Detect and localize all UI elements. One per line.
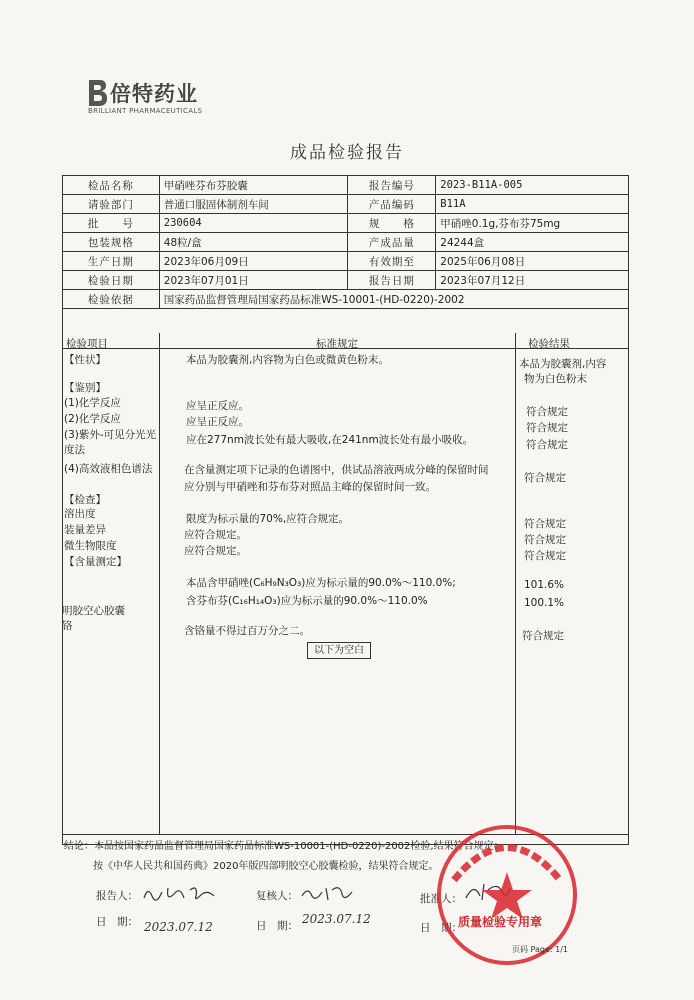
res-chem1: 符合规定	[526, 406, 568, 418]
std-chem1: 应呈正反应。	[186, 400, 249, 412]
test-date: 2023年07月01日	[159, 271, 348, 290]
res-chromium: 符合规定	[522, 630, 564, 642]
header-result: 检验结果	[528, 338, 570, 350]
res-uv: 符合规定	[526, 439, 568, 451]
qty-label: 产成品量	[348, 233, 436, 252]
dept: 普通口服固体制剂车间	[159, 195, 348, 214]
item-check: 【检查】	[64, 494, 106, 506]
item-identify: 【鉴别】	[64, 382, 106, 394]
item-uv-1: (3)紫外-可见分光光	[64, 429, 157, 441]
std-hplc-2: 应分别与甲硝唑和芬布芬对照品主峰的保留时间一致。	[184, 481, 436, 493]
res-assay-1: 101.6%	[524, 579, 565, 591]
company-name-cn: 倍特药业	[110, 82, 198, 106]
blank-note: 以下为空白	[307, 642, 371, 659]
reviewer-date: 2023.07.12	[302, 912, 371, 926]
std-uv: 应在277nm波长处有最大吸收,在241nm波长处有最小吸收。	[186, 434, 474, 446]
report-no-label: 报告编号	[348, 176, 436, 195]
item-column-divider	[159, 333, 160, 834]
spec-label: 规 格	[348, 214, 436, 233]
batch-label: 批 号	[63, 214, 160, 233]
bt-logo-icon	[86, 78, 108, 108]
std-hplc-1: 在含量测定项下记录的色谱图中，供试品溶液两成分峰的保留时间	[184, 464, 489, 476]
result-column-divider	[515, 333, 516, 834]
product-name-label: 检品名称	[63, 176, 160, 195]
spec: 甲硝唑0.1g,芬布芬75mg	[436, 214, 629, 233]
res-character-2: 物为白色粉末	[524, 373, 587, 385]
reviewer-date-label: 日 期：	[256, 920, 298, 932]
std-dissolution: 限度为标示量的70%,应符合规定。	[186, 513, 350, 525]
std-weight: 应符合规定。	[184, 529, 247, 541]
std-microbe: 应符合规定。	[184, 545, 247, 557]
code-label: 产品编码	[348, 195, 436, 214]
reporter-label: 报告人：	[96, 890, 138, 902]
reporter-date-label: 日 期：	[96, 916, 138, 928]
conclusion-label: 结论：本品按国家药品监督管理局国家药品标准WS-10001-(HD-0220)-2002检验,结果符合规定；	[64, 841, 504, 852]
conclusion-line-1: 本品按国家药品监督管理局国家药品标准WS-10001-(HD-0220)-2002检验,结果符合规定；	[94, 841, 504, 852]
item-capsule: 明胶空心胶囊	[62, 605, 125, 617]
item-microbe: 微生物限度	[64, 540, 117, 552]
std-chromium: 含铬量不得过百万分之二。	[184, 625, 310, 637]
header-item: 检验项目	[66, 338, 108, 350]
item-assay: 【含量测定】	[64, 556, 127, 568]
report-date-label: 报告日期	[348, 271, 436, 290]
res-assay-2: 100.1%	[524, 597, 565, 609]
dept-label: 请验部门	[63, 195, 160, 214]
qty: 24244盒	[436, 233, 629, 252]
package: 48粒/盒	[159, 233, 348, 252]
res-character-1: 本品为胶囊剂,内容	[519, 358, 607, 370]
std-assay-2: 含芬布芬(C₁₆H₁₄O₃)应为标示量的90.0%～110.0%	[186, 595, 428, 607]
report-border	[62, 175, 629, 845]
batch-no: 230604	[159, 214, 348, 233]
expiry-label: 有效期至	[348, 252, 436, 271]
approver-label: 批准人：	[420, 893, 462, 905]
approver-date-label: 日 期：	[420, 922, 462, 934]
item-uv-2: 度法	[64, 444, 85, 456]
res-hplc: 符合规定	[524, 472, 566, 484]
conclusion-line-2: 按《中华人民共和国药典》2020年版四部明胶空心胶囊检验，结果符合规定。	[93, 861, 439, 872]
item-dissolution: 溶出度	[64, 508, 96, 520]
prod-date-label: 生产日期	[63, 252, 160, 271]
package-label: 包装规格	[63, 233, 160, 252]
basis: 国家药品监督管理局国家药品标准WS-10001-(HD-0220)-2002	[159, 290, 628, 309]
std-character: 本品为胶囊剂,内容物为白色或微黄色粉末。	[186, 354, 389, 366]
item-chem2: (2)化学反应	[64, 413, 121, 425]
basis-label: 检验依据	[63, 290, 160, 309]
item-character: 【性状】	[64, 354, 106, 366]
item-weight: 装量差异	[64, 524, 106, 536]
res-dissolution: 符合规定	[524, 518, 566, 530]
page-number: 页码 Page: 1/1	[512, 945, 569, 954]
report-date: 2023年07月12日	[436, 271, 629, 290]
report-no: 2023-B11A-005	[436, 176, 629, 195]
reviewer-label: 复核人：	[256, 890, 298, 902]
res-chem2: 符合规定	[526, 422, 568, 434]
res-weight: 符合规定	[524, 534, 566, 546]
expiry-date: 2025年06月08日	[436, 252, 629, 271]
product-name: 甲硝唑芬布芬胶囊	[159, 176, 348, 195]
item-chem1: (1)化学反应	[64, 397, 121, 409]
item-hplc: (4)高效液相色谱法	[64, 463, 153, 475]
item-chromium: 铬	[62, 620, 73, 632]
std-assay-1: 本品含甲硝唑(C₆H₉N₃O₃)应为标示量的90.0%～110.0%;	[186, 577, 456, 589]
test-date-label: 检验日期	[63, 271, 160, 290]
report-title: 成品检验报告	[290, 143, 404, 163]
header-standard: 标准规定	[316, 338, 358, 350]
product-code: B11A	[436, 195, 629, 214]
res-microbe: 符合规定	[524, 550, 566, 562]
std-chem2: 应呈正反应。	[186, 416, 249, 428]
company-name-en: BRILLIANT PHARMACEUTICALS	[88, 107, 203, 115]
seal-text: 质量检验专用章	[458, 915, 543, 929]
prod-date: 2023年06月09日	[159, 252, 348, 271]
reporter-date: 2023.07.12	[144, 920, 213, 934]
reporter-signature	[140, 880, 220, 906]
reviewer-signature	[298, 880, 358, 906]
